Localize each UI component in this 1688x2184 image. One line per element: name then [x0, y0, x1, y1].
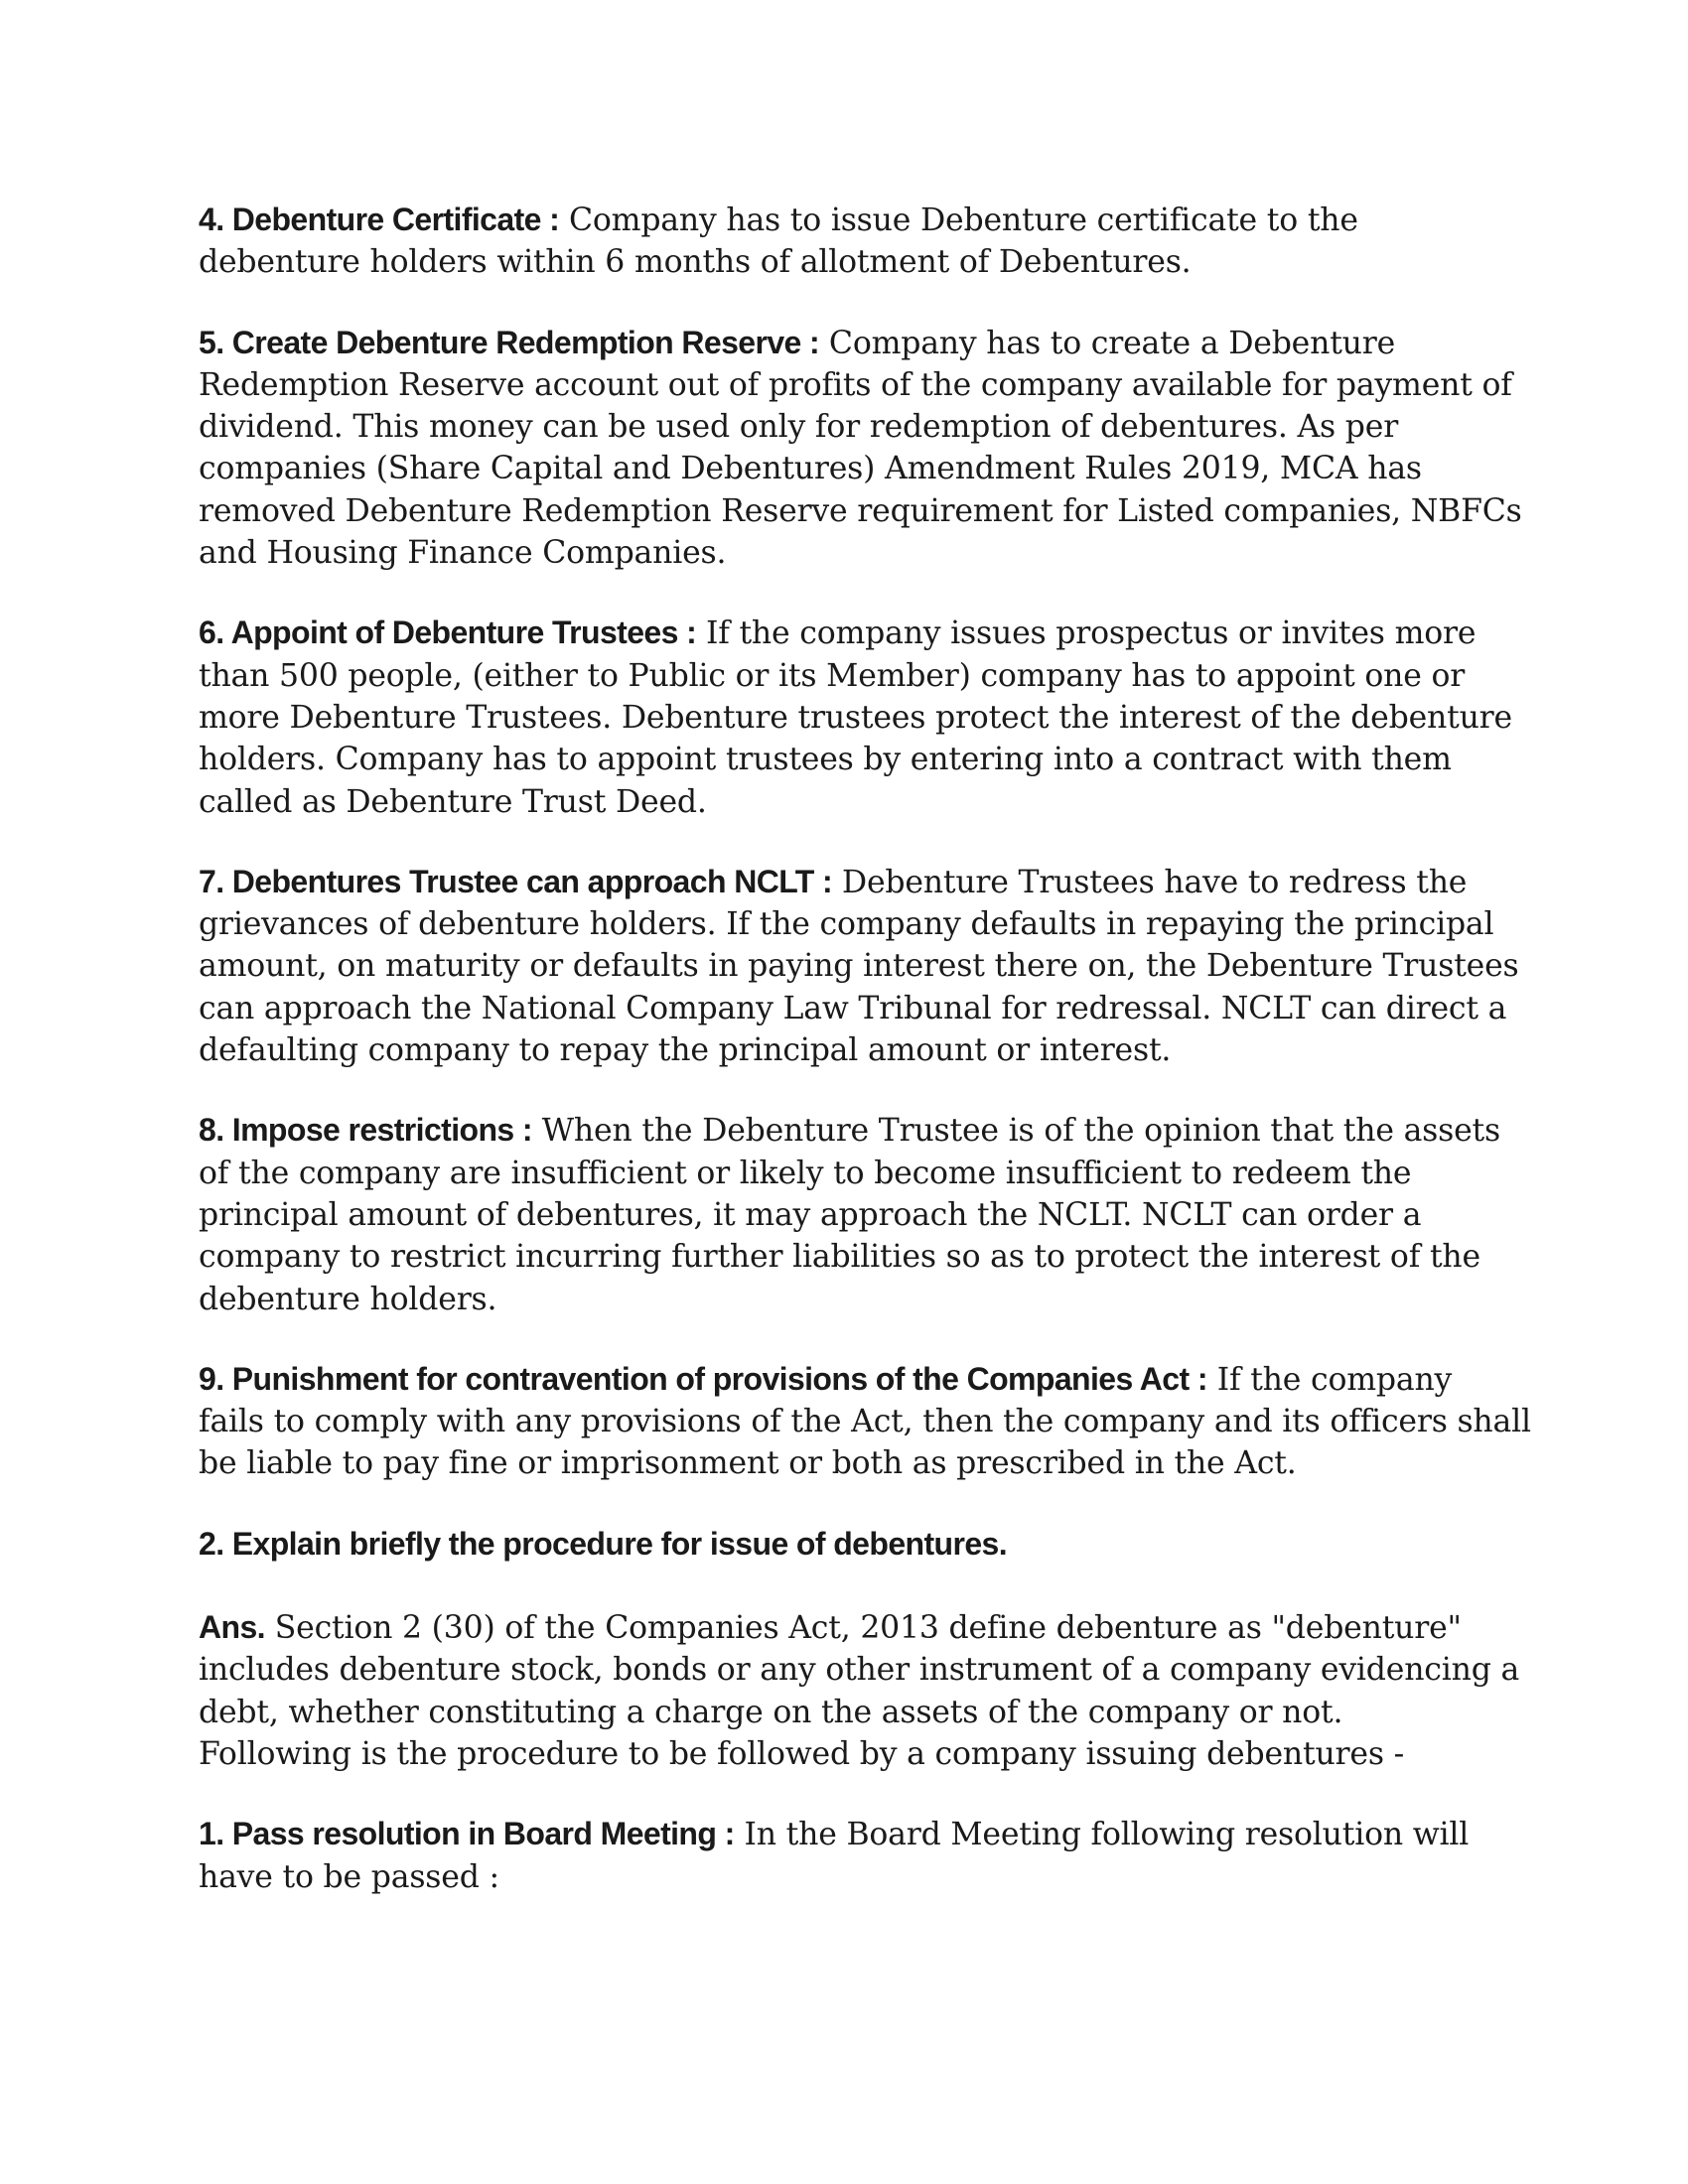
text-line: debenture holders within 6 months of allotment of Debentures. — [199, 244, 1192, 281]
text-line: and Housing Finance Companies. — [199, 535, 727, 572]
text-line: can approach the National Company Law Tribunal for redressal. NCLT can direct a — [199, 990, 1507, 1026]
text-line — [199, 1813, 1489, 1855]
text-line — [199, 612, 1489, 654]
paragraph-debenture-certificate — [199, 199, 1489, 284]
text-line: Following is the procedure to be followed by a company issuing debentures - — [199, 1735, 1405, 1772]
text-line: principal amount of debentures, it may approach the NCLT. NCLT can order a — [199, 1196, 1422, 1233]
text-line: holders. Company has to appoint trustees by entering into a contract with them — [199, 742, 1452, 778]
paragraph-lead: 7. Debentures Trustee can approach NCLT : — [199, 863, 833, 899]
text-line: defaulting company to repay the principal amount or interest. — [199, 1032, 1172, 1069]
paragraph-lead: 5. Create Debenture Redemption Reserve : — [199, 324, 820, 360]
text-line: dividend. This money can be used only for redemption of debentures. As per — [199, 409, 1399, 446]
question-heading: 2. Explain briefly the procedure for issue of debentures. — [199, 1525, 1008, 1562]
text-line: have to be passed : — [199, 1858, 499, 1895]
paragraph-lead: 8. Impose restrictions : — [199, 1112, 532, 1149]
line-text: If the company — [1206, 1361, 1453, 1398]
text-line: Redemption Reserve account out of profits of the company available for payment of — [199, 366, 1512, 403]
paragraph-lead: 9. Punishment for contravention of provisions of the Companies Act : — [199, 1360, 1207, 1397]
paragraph-punishment — [199, 1358, 1531, 1485]
text-line: than 500 people, (either to Public or its Member) company has to appoint one or — [199, 657, 1466, 694]
line-text: Company has to issue Debenture certificate to the — [559, 203, 1358, 238]
text-line: companies (Share Capital and Debentures) Amendment Rules 2019, MCA has — [199, 451, 1422, 487]
text-line: company to restrict incurring further liabilities so as to protect the interest of the — [199, 1239, 1480, 1276]
document-page — [199, 199, 1531, 1936]
text-line: debenture holders. — [199, 1281, 497, 1317]
line-text: Debenture Trustees have to redress the — [832, 864, 1468, 900]
line-text: Company has to create a Debenture — [819, 325, 1396, 361]
line-text: Section 2 (30) of the Companies Act, 2013 define debenture as "debenture" — [264, 1610, 1462, 1647]
text-line: removed Debenture Redemption Reserve requirement for Listed companies, NBFCs — [199, 492, 1522, 529]
text-line: amount, on maturity or defaults in paying interest there on, the Debenture Trustees — [199, 948, 1519, 985]
paragraph-appoint-trustees — [199, 612, 1512, 822]
paragraph-pass-resolution — [199, 1813, 1489, 1898]
paragraph-approach-nclt — [199, 861, 1519, 1071]
text-line: fails to comply with any provisions of the Act, then the company and its officers shall — [199, 1404, 1531, 1440]
line-text: In the Board Meeting following resolution will — [734, 1817, 1470, 1853]
text-line: called as Debenture Trust Deed. — [199, 783, 707, 820]
text-line: more Debenture Trustees. Debenture trustees protect the interest of the debenture — [199, 699, 1512, 736]
answer-paragraph — [199, 1606, 1520, 1775]
text-line — [199, 861, 1489, 903]
text-line — [199, 322, 1489, 364]
text-line — [199, 1606, 1489, 1649]
paragraph-lead: 6. Appoint of Debenture Trustees : — [199, 614, 697, 651]
text-line: includes debenture stock, bonds or any other instrument of a company evidencing a — [199, 1652, 1520, 1689]
text-line — [199, 1109, 1500, 1152]
paragraph-impose-restrictions — [199, 1109, 1500, 1319]
text-line — [199, 1358, 1489, 1401]
line-text: If the company issues prospectus or invites more — [696, 615, 1477, 652]
text-line: be liable to pay fine or imprisonment or both as prescribed in the Act. — [199, 1445, 1297, 1482]
paragraph-redemption-reserve — [199, 322, 1522, 575]
text-line: of the company are insufficient or likely to become insufficient to redeem the — [199, 1155, 1412, 1191]
line-text: When the Debenture Trustee is of the opinion that the assets — [531, 1113, 1500, 1150]
paragraph-lead: 1. Pass resolution in Board Meeting : — [199, 1816, 735, 1852]
text-line: grievances of debenture holders. If the company defaults in repaying the principal — [199, 906, 1494, 943]
text-line — [199, 199, 1489, 241]
paragraph-lead: 4. Debenture Certificate : — [199, 202, 560, 237]
answer-lead: Ans. — [199, 1609, 265, 1646]
text-line: debt, whether constituting a charge on the assets of the company or not. — [199, 1694, 1343, 1730]
